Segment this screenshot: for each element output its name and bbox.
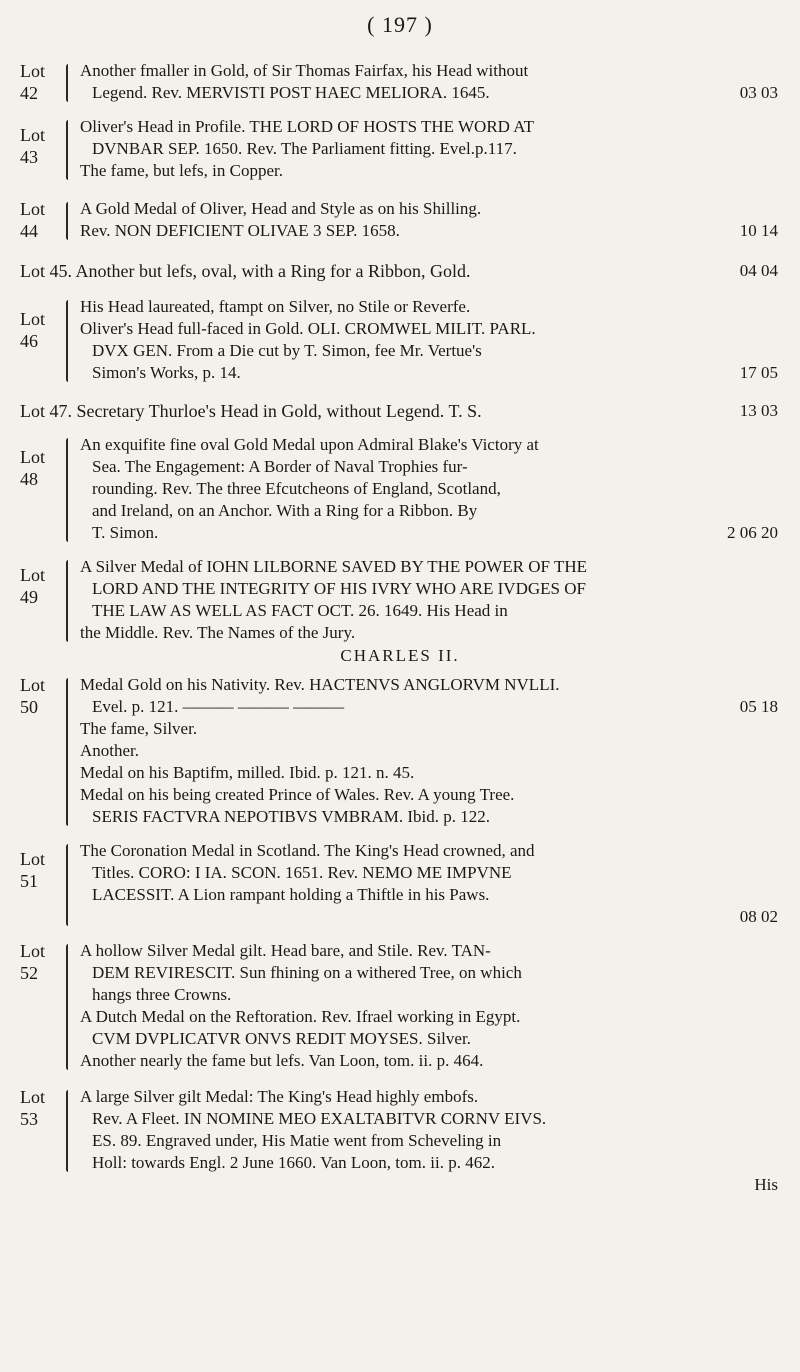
lot-line: A large Silver gilt Medal: The King's Head highly embofs. xyxy=(80,1087,479,1106)
lot-label: Lot 52 xyxy=(20,941,45,983)
lot-line: DVX GEN. From a Die cut by T. Simon, fee Mr. Vertue's xyxy=(92,341,482,360)
lot-label: Lot 53 xyxy=(20,1087,45,1129)
lot-line: Titles. CORO: I IA. SCON. 1651. Rev. NEMO ME IMPVNE xyxy=(92,863,512,882)
lot-line: hangs three Crowns. xyxy=(92,985,232,1004)
lot-line: the Middle. Rev. The Names of the Jury. xyxy=(80,623,356,642)
lot-line: Another. xyxy=(80,741,140,760)
lot-text xyxy=(80,840,778,928)
brace xyxy=(66,300,68,382)
lot-line: DEM REVIRESCIT. Sun fhining on a withered Tree, on which xyxy=(92,963,522,982)
lot-text xyxy=(80,556,778,644)
lot-line: rounding. Rev. The three Efcutcheons of England, Scotland, xyxy=(92,479,501,498)
lot-line: A Dutch Medal on the Reftoration. Rev. Ifrael working in Egypt. xyxy=(80,1007,521,1026)
lot-line: A hollow Silver Medal gilt. Head bare, and Stile. Rev. TAN- xyxy=(80,941,491,960)
lot-label: Lot 51 xyxy=(20,849,45,891)
lot-line: Evel. p. 121. ——— ——— ——— xyxy=(92,697,345,716)
lot-line: Lot 47. Secretary Thurloe's Head in Gold, without Legend. T. S. xyxy=(20,401,482,421)
lot-line: An exquifite fine oval Gold Medal upon Admiral Blake's Victory at xyxy=(80,435,539,454)
catchword: His xyxy=(754,1175,778,1194)
lot-47 xyxy=(20,400,778,422)
lot-line: LORD AND THE INTEGRITY OF HIS IVRY WHO ARE IVDGES OF xyxy=(92,579,586,598)
lot-line: Simon's Works, p. 14. xyxy=(92,363,241,382)
lot-price: 05 18 xyxy=(739,697,778,716)
lot-text xyxy=(80,1086,778,1196)
lot-label: Lot 42 xyxy=(20,61,45,103)
lot-line: Holl: towards Engl. 2 June 1660. Van Loon, tom. ii. p. 462. xyxy=(92,1153,495,1172)
lot-price: 10 14 xyxy=(739,221,778,240)
lot-text xyxy=(80,116,778,182)
lot-line: Another fmaller in Gold, of Sir Thomas Fairfax, his Head without xyxy=(80,61,529,80)
lot-price: 04 04 xyxy=(739,261,778,280)
lot-line xyxy=(80,907,84,926)
brace xyxy=(66,120,68,180)
lot-label: Lot 49 xyxy=(20,565,45,607)
brace xyxy=(66,678,68,826)
lot-line: Rev. NON DEFICIENT OLIVAE 3 SEP. 1658. xyxy=(80,221,400,240)
lot-price: 17 05 xyxy=(739,363,778,382)
lot-line: The fame, but lefs, in Copper. xyxy=(80,161,284,180)
lot-line: Lot 45. Another but lefs, oval, with a Ring for a Ribbon, Gold. xyxy=(20,261,471,281)
lot-line: Medal Gold on his Nativity. Rev. HACTENVS ANGLORVM NVLLI. xyxy=(80,675,560,694)
lot-text xyxy=(80,434,778,544)
page-number: ( 197 ) xyxy=(367,12,433,37)
lot-line: SERIS FACTVRA NEPOTIBVS VMBRAM. Ibid. p. 122. xyxy=(92,807,490,826)
brace xyxy=(66,438,68,542)
lot-line: T. Simon. xyxy=(92,523,159,542)
lot-line: His Head laureated, ftampt on Silver, no Stile or Reverfe. xyxy=(80,297,471,316)
lot-line: CVM DVPLICATVR ONVS REDIT MOYSES. Silver. xyxy=(92,1029,471,1048)
lot-line: LACESSIT. A Lion rampant holding a Thiftle in his Paws. xyxy=(92,885,490,904)
lot-text xyxy=(80,296,778,384)
lot-line: Sea. The Engagement: A Border of Naval Trophies fur- xyxy=(92,457,468,476)
lot-label: Lot 48 xyxy=(20,447,45,489)
lot-price: 2 06 20 xyxy=(727,523,778,542)
lot-line: DVNBAR SEP. 1650. Rev. The Parliament fitting. Evel.p.117. xyxy=(92,139,517,158)
lot-label: Lot 44 xyxy=(20,199,45,241)
lot-line: THE LAW AS WELL AS FACT OCT. 26. 1649. His Head in xyxy=(92,601,508,620)
brace xyxy=(66,944,68,1070)
lot-text xyxy=(80,940,778,1072)
lot-line: Legend. Rev. MERVISTI POST HAEC MELIORA. 1645. xyxy=(92,83,490,102)
section-heading: CHARLES II. xyxy=(340,646,460,665)
lot-label: Lot 46 xyxy=(20,309,45,351)
lot-text xyxy=(80,674,778,828)
lot-line: The fame, Silver. xyxy=(80,719,198,738)
brace xyxy=(66,560,68,642)
brace xyxy=(66,64,68,102)
lot-line: ES. 89. Engraved under, His Matie went from Scheveling in xyxy=(92,1131,502,1150)
lot-45 xyxy=(20,260,778,282)
lot-line: Medal on his Baptifm, milled. Ibid. p. 121. n. 45. xyxy=(80,763,415,782)
brace xyxy=(66,1090,68,1172)
lot-line: Rev. A Fleet. IN NOMINE MEO EXALTABITVR CORNV EIVS. xyxy=(92,1109,547,1128)
lot-price: 13 03 xyxy=(739,401,778,420)
lot-line: and Ireland, on an Anchor. With a Ring for a Ribbon. By xyxy=(92,501,478,520)
lot-line: A Gold Medal of Oliver, Head and Style as on his Shilling. xyxy=(80,199,482,218)
lot-line: Oliver's Head full-faced in Gold. OLI. CROMWEL MILIT. PARL. xyxy=(80,319,536,338)
lot-price: 03 03 xyxy=(739,83,778,102)
lot-label: Lot 43 xyxy=(20,125,45,167)
lot-line: A Silver Medal of IOHN LILBORNE SAVED BY THE POWER OF THE xyxy=(80,557,587,576)
lot-line: Another nearly the fame but lefs. Van Loon, tom. ii. p. 464. xyxy=(80,1051,484,1070)
lot-line: Oliver's Head in Profile. THE LORD OF HOSTS THE WORD AT xyxy=(80,117,535,136)
lot-text xyxy=(80,198,778,242)
brace xyxy=(66,202,68,240)
brace xyxy=(66,844,68,926)
lot-text xyxy=(80,60,778,104)
lot-line: Medal on his being created Prince of Wales. Rev. A young Tree. xyxy=(80,785,515,804)
lot-label: Lot 50 xyxy=(20,675,45,717)
lot-line: The Coronation Medal in Scotland. The King's Head crowned, and xyxy=(80,841,535,860)
lot-price: 08 02 xyxy=(739,907,778,926)
